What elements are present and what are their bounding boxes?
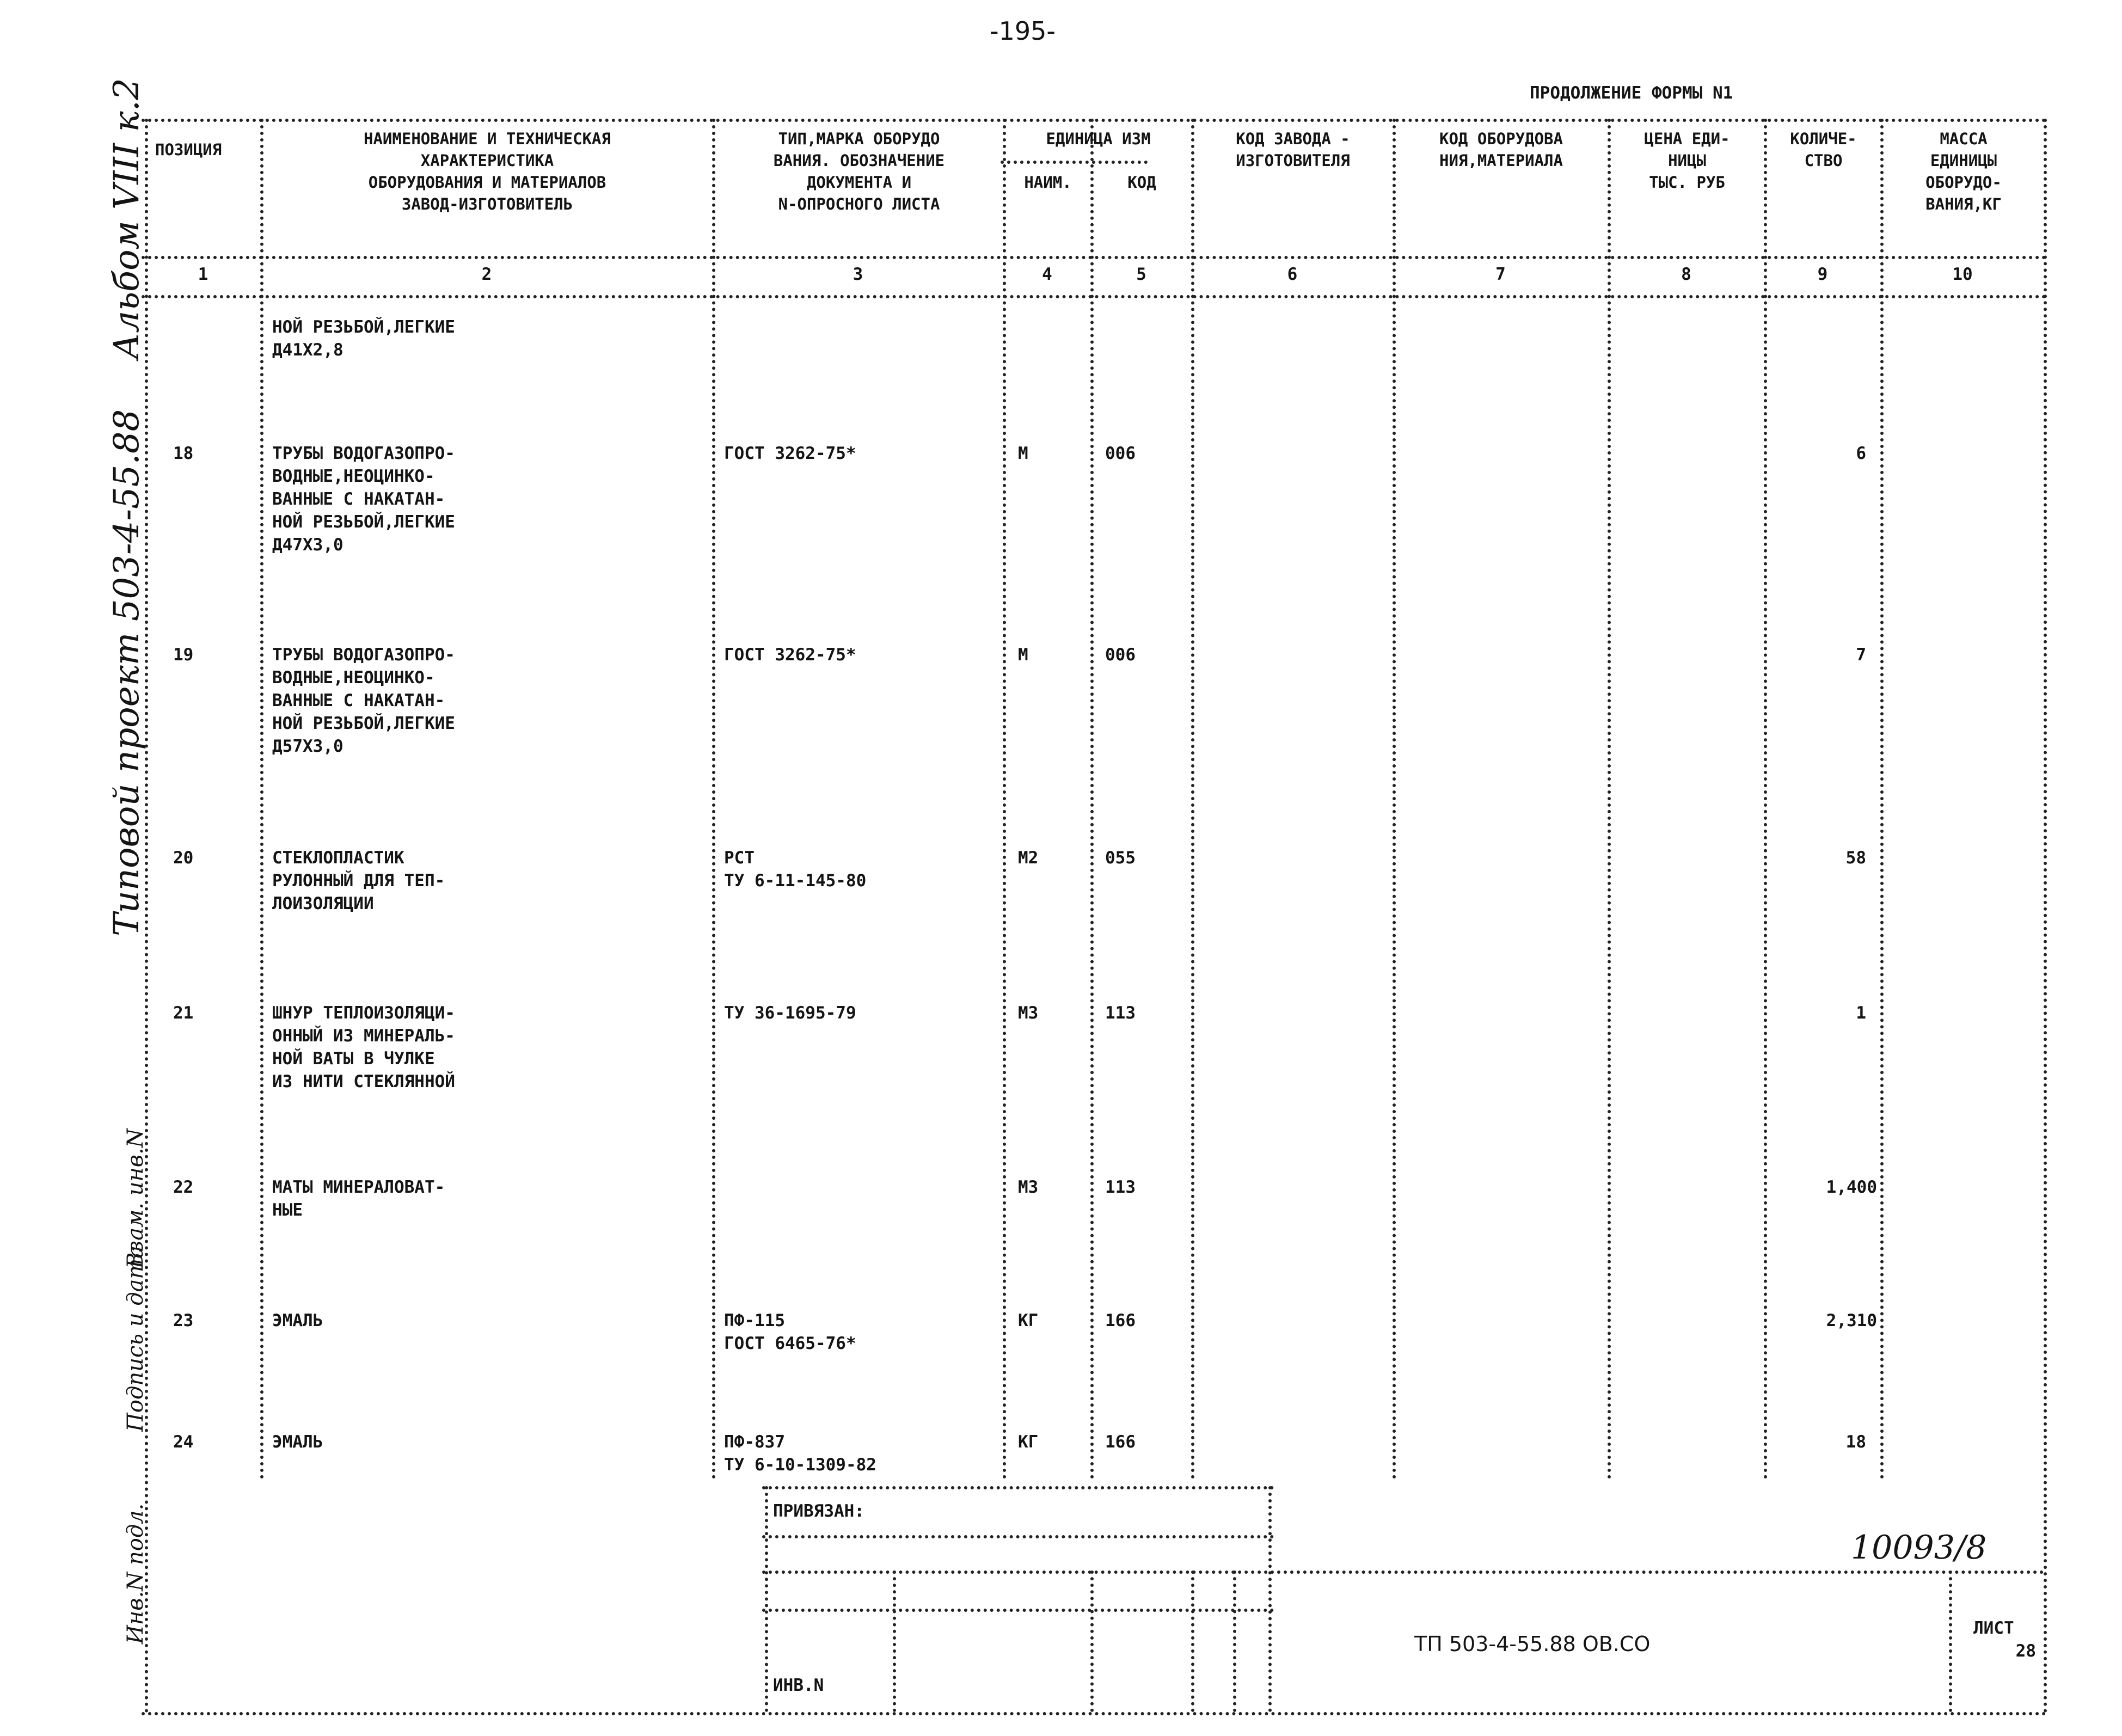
item-type-line: ГОСТ 3262-75* — [724, 444, 856, 463]
margin-project: Типовой проект 503-4-55.88 — [107, 409, 147, 936]
header-price-3: ТЫС. РУБ — [1649, 173, 1725, 192]
header-name-2: ХАРАКТЕРИСТИКА — [420, 151, 554, 170]
item-unit: М3 — [1018, 1003, 1039, 1023]
attached-label: ПРИВЯЗАН: — [773, 1501, 864, 1521]
item-unit: КГ — [1018, 1311, 1039, 1330]
item-name-line: ЭМАЛЬ — [272, 1432, 323, 1452]
item-unit: М — [1018, 645, 1028, 665]
item-name-line: НОЙ РЕЗЬБОЙ,ЛЕГКИЕ — [272, 714, 455, 733]
item-quantity: 1,400 — [1826, 1177, 1877, 1197]
item-position: 20 — [173, 848, 194, 868]
header-price-1: ЦЕНА ЕДИ- — [1644, 130, 1730, 148]
col-number: 5 — [1136, 265, 1146, 284]
col-number: 8 — [1681, 265, 1691, 284]
item-type-line: ГОСТ 3262-75* — [724, 645, 856, 665]
item-quantity: 2,310 — [1826, 1311, 1877, 1330]
header-position: ПОЗИЦИЯ — [155, 140, 222, 159]
item-name-line: ОННЫЙ ИЗ МИНЕРАЛЬ- — [272, 1026, 455, 1046]
item-name-line: ЭМАЛЬ — [272, 1311, 323, 1330]
item-unit-code: 166 — [1105, 1311, 1136, 1330]
item-name-line: Д41Х2,8 — [272, 340, 344, 360]
item-type-line: РСТ — [724, 848, 755, 868]
item-name-line: НЫЕ — [272, 1200, 303, 1220]
item-name-line: ВОДНЫЕ,НЕОЦИНКО- — [272, 668, 435, 688]
header-unit-code: КОД — [1127, 173, 1156, 192]
col-number: 6 — [1287, 265, 1298, 284]
margin-album: Альбом VIII к.2 — [107, 78, 147, 359]
margin-stamp-replace: Взам. инв.N — [123, 1128, 148, 1268]
item-name-line: НОЙ РЕЗЬБОЙ,ЛЕГКИЕ — [272, 317, 455, 337]
item-unit-code: 006 — [1105, 645, 1136, 665]
col-number: 3 — [853, 265, 863, 284]
header-price-2: НИЦЫ — [1668, 151, 1706, 170]
margin-stamp-sign: Подпись и дата — [123, 1245, 148, 1432]
header-type-3: ДОКУМЕНТА И — [806, 173, 912, 192]
item-position: 21 — [173, 1003, 194, 1023]
item-unit-code: 055 — [1105, 848, 1136, 868]
margin-stamp-inv: Инв.N подл. — [123, 1503, 148, 1644]
item-name-line: ТРУБЫ ВОДОГАЗОПРО- — [272, 444, 455, 463]
header-type-1: ТИП,МАРКА ОБОРУДО — [778, 130, 940, 148]
item-name-line: НОЙ РЕЗЬБОЙ,ЛЕГКИЕ — [272, 512, 455, 532]
item-name-line: МАТЫ МИНЕРАЛОВАТ- — [272, 1177, 445, 1197]
item-name-line: ВАННЫЕ С НАКАТАН- — [272, 489, 445, 509]
col-number: 9 — [1817, 265, 1828, 284]
item-position: 19 — [173, 645, 194, 665]
header-name-3: ОБОРУДОВАНИЯ И МАТЕРИАЛОВ — [368, 173, 606, 192]
item-type-line: ГОСТ 6465-76* — [724, 1334, 856, 1353]
header-unit-name: НАИМ. — [1024, 173, 1072, 192]
handwritten-note: 10093/8 — [1851, 1529, 1987, 1567]
item-name-line: НОЙ ВАТЫ В ЧУЛКЕ — [272, 1049, 435, 1069]
item-type-line: ТУ 6-10-1309-82 — [724, 1455, 876, 1475]
item-name-line: ТРУБЫ ВОДОГАЗОПРО- — [272, 645, 455, 665]
item-name-line: Д47Х3,0 — [272, 535, 344, 555]
header-name-1: НАИМЕНОВАНИЕ И ТЕХНИЧЕСКАЯ — [364, 130, 611, 148]
header-factory-1: КОД ЗАВОДА - — [1236, 130, 1350, 148]
item-unit: КГ — [1018, 1432, 1039, 1452]
col-number: 2 — [481, 265, 492, 284]
sheet-label: ЛИСТ — [1973, 1618, 2014, 1638]
header-equip-1: КОД ОБОРУДОВА — [1439, 130, 1563, 148]
header-qty-2: СТВО — [1804, 151, 1843, 170]
item-quantity: 58 — [1845, 848, 1866, 868]
item-quantity: 7 — [1856, 645, 1866, 665]
item-unit-code: 006 — [1105, 444, 1136, 463]
item-name-line: ВОДНЫЕ,НЕОЦИНКО- — [272, 467, 435, 486]
item-position: 23 — [173, 1311, 194, 1330]
item-name-line: СТЕКЛОПЛАСТИК — [272, 848, 404, 868]
header-mass-4: ВАНИЯ,КГ — [1925, 195, 2002, 213]
item-position: 22 — [173, 1177, 194, 1197]
item-type-line: ТУ 36-1695-79 — [724, 1003, 856, 1023]
item-quantity: 1 — [1856, 1003, 1866, 1023]
item-quantity: 18 — [1845, 1432, 1866, 1452]
item-unit: М3 — [1018, 1177, 1039, 1197]
continuation-label: ПРОДОЛЖЕНИЕ ФОРМЫ N1 — [1530, 83, 1733, 103]
item-unit-code: 166 — [1105, 1432, 1136, 1452]
item-position: 18 — [173, 444, 194, 463]
item-name-line: ВАННЫЕ С НАКАТАН- — [272, 691, 445, 710]
header-factory-2: ИЗГОТОВИТЕЛЯ — [1236, 151, 1350, 170]
col-number: 4 — [1042, 265, 1052, 284]
header-type-2: ВАНИЯ. ОБОЗНАЧЕНИЕ — [773, 151, 945, 170]
header-unit: ЕДИНИЦА ИЗМ — [1046, 130, 1151, 148]
item-unit-code: 113 — [1105, 1003, 1136, 1023]
document-code: ТП 503-4-55.88 ОВ.СО — [1414, 1632, 1651, 1656]
col-number: 10 — [1952, 265, 1973, 284]
page-number: -195- — [990, 16, 1056, 46]
item-unit: М — [1018, 444, 1028, 463]
header-name-4: ЗАВОД-ИЗГОТОВИТЕЛЬ — [401, 195, 573, 213]
item-quantity: 6 — [1856, 444, 1866, 463]
item-type-line: ТУ 6-11-145-80 — [724, 871, 867, 891]
item-type-line: ПФ-837 — [724, 1432, 785, 1452]
item-name-line: РУЛОННЫЙ ДЛЯ ТЕП- — [272, 871, 445, 891]
col-number: 1 — [198, 265, 208, 284]
sheet-number: 28 — [2015, 1641, 2036, 1661]
header-mass-2: ЕДИНИЦЫ — [1930, 151, 1997, 170]
header-mass-3: ОБОРУДО- — [1925, 173, 2002, 192]
header-qty-1: КОЛИЧЕ- — [1790, 130, 1857, 148]
item-unit: М2 — [1018, 848, 1039, 868]
item-name-line: ИЗ НИТИ СТЕКЛЯННОЙ — [272, 1072, 455, 1091]
header-type-4: N-ОПРОСНОГО ЛИСТА — [778, 195, 940, 213]
header-equip-2: НИЯ,МАТЕРИАЛА — [1439, 151, 1563, 170]
item-unit-code: 113 — [1105, 1177, 1136, 1197]
item-type-line: ПФ-115 — [724, 1311, 785, 1330]
inv-label: ИНВ.N — [773, 1676, 824, 1695]
col-number: 7 — [1495, 265, 1506, 284]
item-name-line: ЛОИЗОЛЯЦИИ — [272, 894, 374, 913]
item-name-line: Д57Х3,0 — [272, 737, 344, 756]
item-position: 24 — [173, 1432, 194, 1452]
header-mass-1: МАССА — [1940, 130, 1988, 148]
item-name-line: ШНУР ТЕПЛОИЗОЛЯЦИ- — [272, 1003, 455, 1023]
